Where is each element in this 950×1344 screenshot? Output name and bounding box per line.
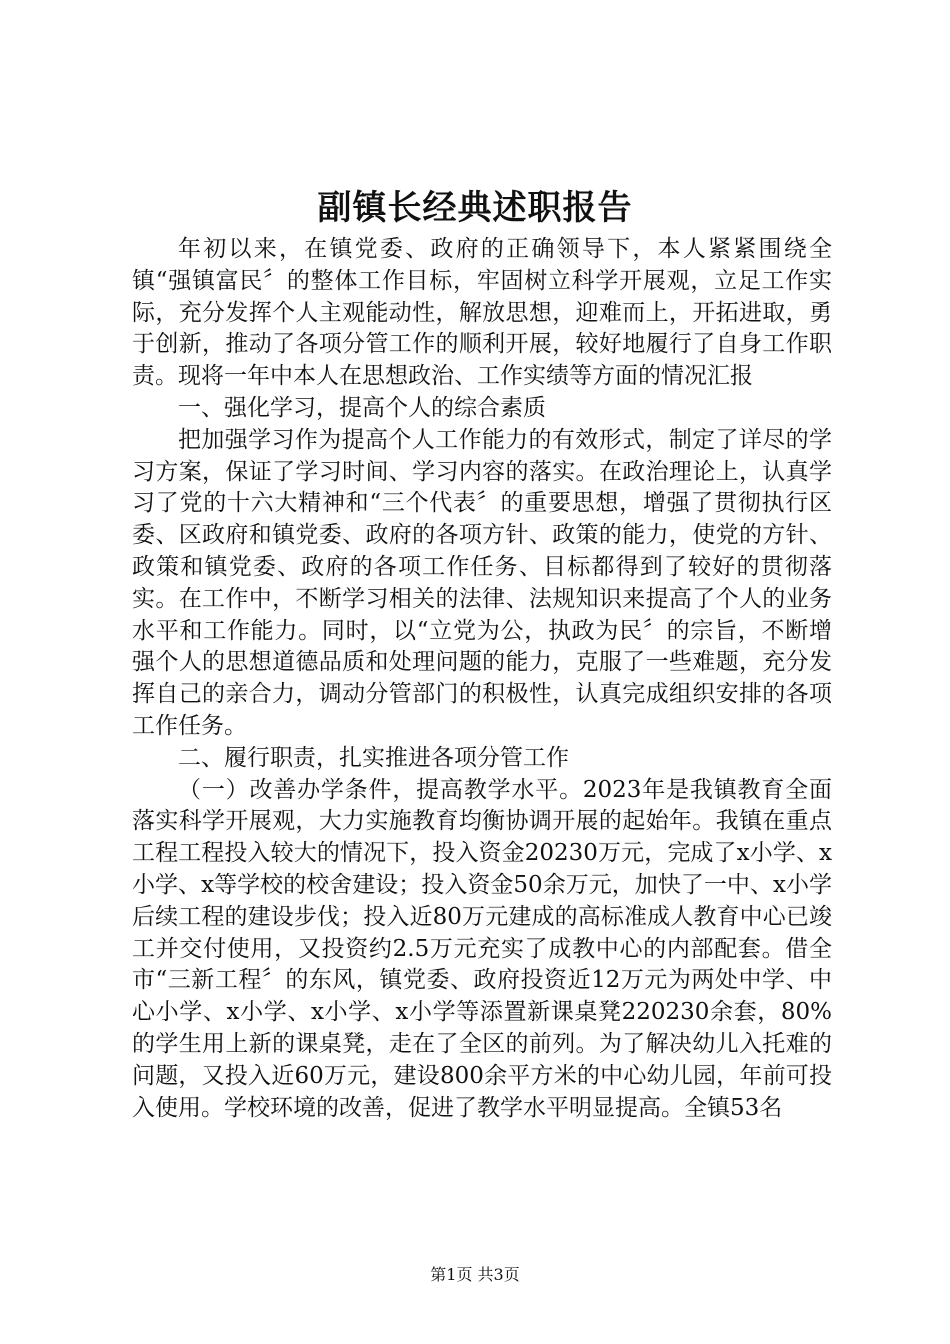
section-heading-2: 二、履行职责，扎实推进各项分管工作: [178, 744, 569, 771]
document-title: 副镇长经典述职报告: [317, 188, 633, 228]
document-body: [132, 234, 832, 1124]
education-paragraph: （一）改善办学条件，提高教学水平。2023年是我镇教育全面落实科学开展观，大力实施教育均衡协调开展的起始年。我镇在重点工程工程投入较大的情况下，投入资金20230万元，完成了x小学、x小学、x等学校的校舍建设；投入资金50余万元，加快了一中、x小学后续工程的建设步伐；投入近80万元建成的高标准成人教育中心已竣工并交付使用，又投资约2.5万元充实了成教中心的内部配套。借全市“三新工程〞的东风，镇党委、政府投资近12万元为两处中学、中心小学、x小学、x小学、x小学等添置新课桌凳220230余套，80%的学生用上新的课桌凳，走在了全区的前列。为了解决幼儿入托难的问题，又投入近60万元，建设800余平方米的中心幼儿园，年前可投入使用。学校环境的改善，促进了教学水平明显提高。全镇53名: [132, 776, 832, 1121]
section-heading-1: 一、强化学习，提高个人的综合素质: [178, 394, 546, 421]
study-paragraph: 把加强学习作为提高个人工作能力的有效形式，制定了详尽的学习方案，保证了学习时间、学习内容的落实。在政治理论上，认真学习了党的十六大精神和“三个代表〞的重要思想，增强了贯彻执行区委、区政府和镇党委、政府的各项方针、政策的能力，使党的方针、政策和镇党委、政府的各项工作任务、目标都得到了较好的贯彻落实。在工作中，不断学习相关的法律、法规知识来提高了个人的业务水平和工作能力。同时，以“立党为公，执政为民〞的宗旨，不断增强个人的思想道德品质和处理问题的能力，克服了一些难题，充分发挥自己的亲合力，调动分管部门的积极性，认真完成组织安排的各项工作任务。: [132, 426, 832, 739]
intro-paragraph: 年初以来，在镇党委、政府的正确领导下，本人紧紧围绕全镇“强镇富民〞的整体工作目标，牢固树立科学开展观，立足工作实际，充分发挥个人主观能动性，解放思想，迎难而上，开拓进取，勇于创新，推动了各项分管工作的顺利开展，较好地履行了自身工作职责。现将一年中本人在思想政治、工作实绩等方面的情况汇报: [132, 236, 832, 390]
page-footer: 第1页 共3页: [430, 1265, 520, 1284]
